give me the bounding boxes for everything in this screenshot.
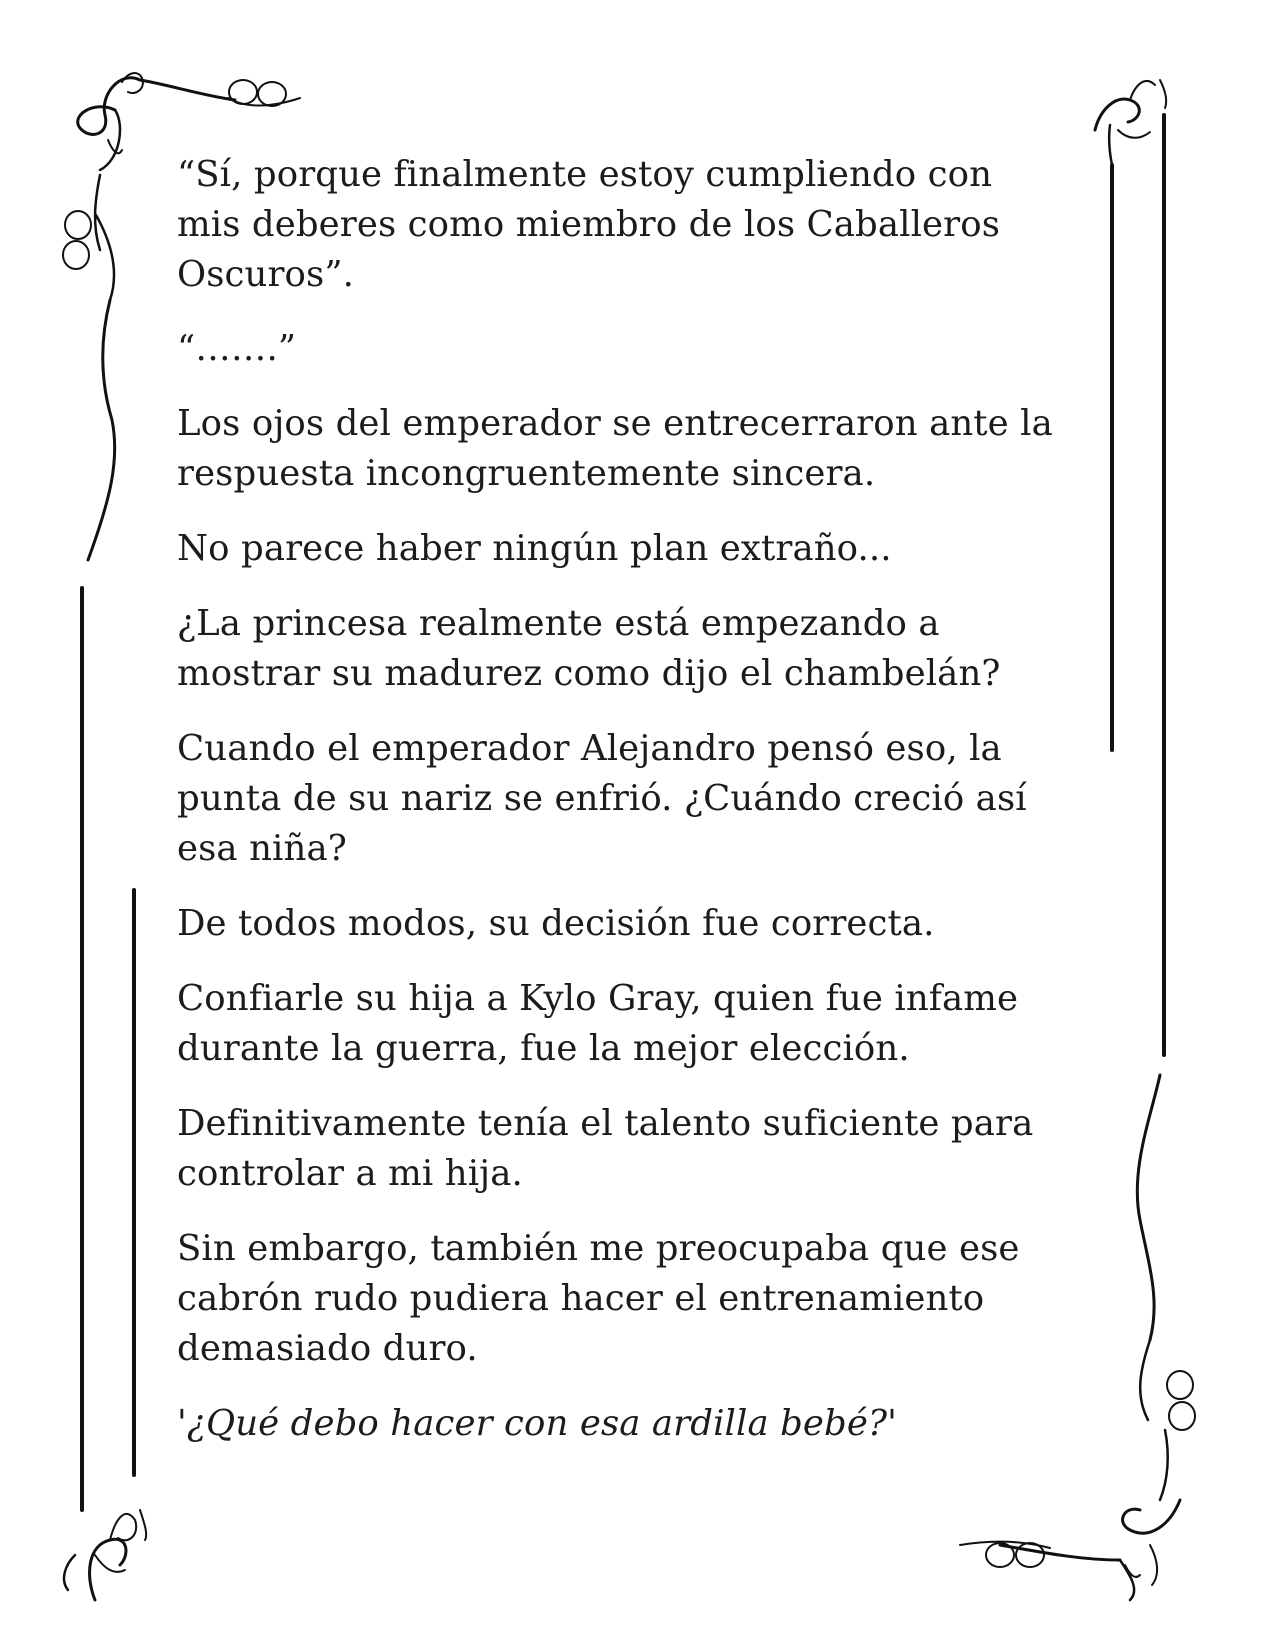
paragraph-line: “Sí, porque finalmente estoy cumpliendo con (177, 154, 993, 195)
paragraph-line: Confiarle su hija a Kylo Gray, quien fue infame (177, 978, 1019, 1019)
paragraph-line: mis deberes como miembro de los Caballeros (177, 204, 1001, 245)
paragraph-line: Sin embargo, también me preocupaba que ese (177, 1228, 1020, 1269)
paragraph-line: De todos modos, su decisión fue correcta. (177, 903, 935, 944)
paragraph-line: Definitivamente tenía el talento suficiente para (177, 1103, 1034, 1144)
paragraph-line: “…….” (177, 328, 297, 369)
paragraph-italic-thought (177, 1399, 1107, 1449)
paragraph-line: durante la guerra, fue la mejor elección. (177, 1028, 910, 1069)
paragraph (177, 524, 1107, 574)
right-lower-curve-icon (1137, 1075, 1195, 1500)
paragraph (177, 1224, 1107, 1374)
paragraph-line: Cuando el emperador Alejandro pensó eso, la (177, 728, 1002, 769)
paragraph-line: punta de su nariz se enfrió. ¿Cuándo creció así (177, 778, 1027, 819)
bottom-left-flourish-icon (64, 1510, 146, 1600)
paragraph-line: Los ojos del emperador se entrecerraron ante la (177, 403, 1053, 444)
paragraph-line: '¿Qué debo hacer con esa ardilla bebé?' (177, 1403, 897, 1444)
paragraph-line: Oscuros”. (177, 254, 354, 295)
paragraph (177, 974, 1107, 1074)
paragraph (177, 399, 1107, 499)
paragraph (177, 724, 1107, 874)
paragraph-line: No parece haber ningún plan extraño... (177, 528, 892, 569)
left-upper-curve-icon (63, 175, 115, 560)
paragraph-line: demasiado duro. (177, 1328, 478, 1369)
paragraph-line: respuesta incongruentemente sincera. (177, 453, 876, 494)
paragraph-line: controlar a mi hija. (177, 1153, 523, 1194)
paragraph (177, 1099, 1107, 1199)
paragraph-line: ¿La princesa realmente está empezando a (177, 603, 940, 644)
page-body (177, 150, 1107, 1449)
paragraph-line: cabrón rudo pudiera hacer el entrenamiento (177, 1278, 985, 1319)
bottom-right-flourish-icon (960, 1500, 1180, 1600)
paragraph (177, 150, 1107, 300)
paragraph (177, 599, 1107, 699)
paragraph-line: mostrar su madurez como dijo el chambelán? (177, 653, 1001, 694)
paragraph (177, 324, 1107, 374)
paragraph (177, 899, 1107, 949)
paragraph-line: esa niña? (177, 828, 347, 869)
